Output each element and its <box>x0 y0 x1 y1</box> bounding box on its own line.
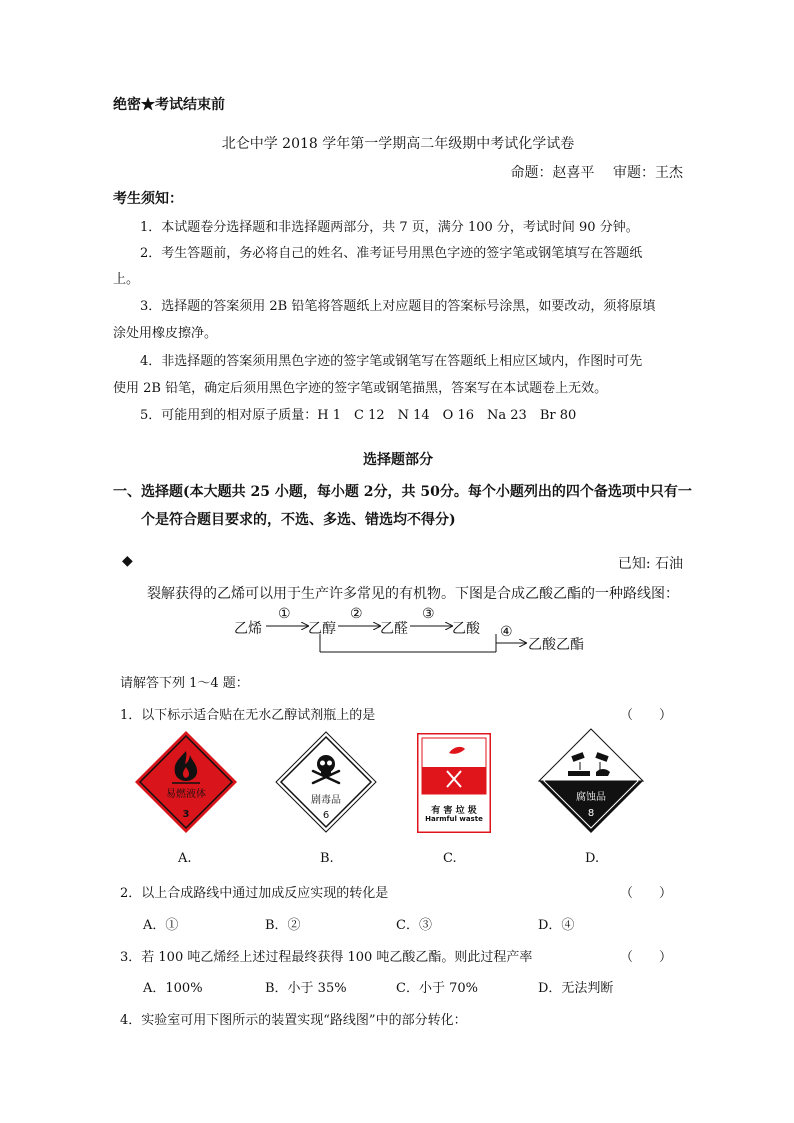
step-2-label: ② <box>350 606 363 622</box>
q3-option[interactable]: D．无法判断 <box>538 981 614 996</box>
notice-item: 5．可能用到的相对原子质量：H 1 C 12 N 14 O 16 Na 23 Br 80 <box>140 408 577 423</box>
intro-text: 裂解获得的乙烯可以用于生产许多常见的有机物。下图是合成乙酸乙酯的一种路线图： <box>147 586 679 602</box>
node-ethylene: 乙烯 <box>234 621 262 637</box>
answer-prompt: 请解答下列 1～4 题： <box>120 676 249 691</box>
node-ethanol: 乙醇 <box>308 621 336 637</box>
notice-heading: 考生须知： <box>113 191 183 207</box>
flammable-liquid-sign <box>135 731 237 833</box>
notice-item: 1．本试题卷分选择题和非选择题两部分，共 7 页，满分 100 分，考试时间 90 分钟。 <box>140 220 639 235</box>
q1-answer-paren: （ ） <box>620 708 673 723</box>
synthesis-route-diagram <box>230 608 610 658</box>
notice-item: 上。 <box>113 272 140 287</box>
q3-option[interactable]: C．小于 70% <box>396 981 478 996</box>
q3-option[interactable]: A．100% <box>143 981 203 996</box>
step-1-label: ① <box>278 606 291 622</box>
part-instruction: 一、选择题(本大题共 25 小题，每小题 2分，共 50分。每个小题列出的四个备选项中只有一 <box>113 484 692 500</box>
q4-stem: 4．实验室可用下图所示的装置实现“路线图”中的部分转化： <box>120 1013 467 1028</box>
harmful-waste-sign <box>417 733 491 833</box>
notice-item: 涂处用橡皮擦净。 <box>113 326 218 341</box>
q1-option[interactable]: D. <box>585 851 600 866</box>
q2-option[interactable]: D．④ <box>538 918 575 933</box>
sign-b-label: 剧毒品 <box>311 795 341 806</box>
part-instruction: 个是符合题目要求的，不选、多选、错选均不得分) <box>141 512 456 528</box>
toxic-sign <box>275 731 377 833</box>
q2-option[interactable]: C．③ <box>396 918 432 933</box>
secret-label: 绝密★考试结束前 <box>113 97 225 113</box>
sign-c-english: Harmful waste <box>425 815 483 823</box>
sign-d-class: 8 <box>587 808 595 819</box>
node-ethyl-acetate: 乙酸乙酯 <box>528 637 584 653</box>
step-4-label: ④ <box>500 624 513 640</box>
node-acetic-acid: 乙酸 <box>452 621 480 637</box>
node-acetaldehyde: 乙醛 <box>380 621 408 637</box>
corrosive-sign <box>538 728 644 834</box>
q1-option[interactable]: B. <box>320 851 334 866</box>
q3-option[interactable]: B．小于 35% <box>265 981 347 996</box>
section-title: 选择题部分 <box>363 452 433 468</box>
notice-item: 使用 2B 铅笔，确定后须用黑色字迹的签字笔或钢笔描黑，答案写在本试题卷上无效。 <box>113 381 608 396</box>
q3-stem: 3．若 100 吨乙烯经上述过程最终获得 100 吨乙酸乙酯。则此过程产率 <box>120 950 533 965</box>
q1-option[interactable]: C. <box>443 851 457 866</box>
q2-option[interactable]: B．② <box>265 918 301 933</box>
q2-option[interactable]: A．① <box>143 918 179 933</box>
notice-item: 2．考生答题前，务必将自己的姓名、准考证号用黑色字迹的签字笔或钢笔填写在答题纸 <box>140 246 643 261</box>
q2-answer-paren: （ ） <box>620 886 673 901</box>
author-line: 命题：赵喜平 审题：王杰 <box>510 165 683 181</box>
q3-answer-paren: （ ） <box>620 950 673 965</box>
sign-a-class: 3 <box>182 809 190 820</box>
exam-title: 北仑中学 2018 学年第一学期高二年级期中考试化学试卷 <box>221 136 575 152</box>
q1-stem: 1．以下标示适合贴在无水乙醇试剂瓶上的是 <box>120 708 376 723</box>
sign-b-class: 6 <box>322 810 330 821</box>
notice-item: 4．非选择题的答案须用黑色字迹的签字笔或钢笔写在答题纸上相应区域内，作图时可先 <box>140 354 643 369</box>
sign-c-label: 有 害 垃 圾 <box>431 806 477 816</box>
known-label: 已知: 石油 <box>617 556 683 572</box>
q2-stem: 2．以上合成路线中通过加成反应实现的转化是 <box>120 886 389 901</box>
q1-option[interactable]: A. <box>178 851 192 866</box>
bullet-icon: ◆ <box>122 553 133 569</box>
step-3-label: ③ <box>422 606 435 622</box>
notice-item: 3．选择题的答案须用 2B 铅笔将答题纸上对应题目的答案标号涂黑，如要改动，须将原填 <box>140 299 656 314</box>
sign-a-label: 易燃液体 <box>166 789 206 800</box>
sign-d-label: 腐蚀品 <box>576 792 606 803</box>
